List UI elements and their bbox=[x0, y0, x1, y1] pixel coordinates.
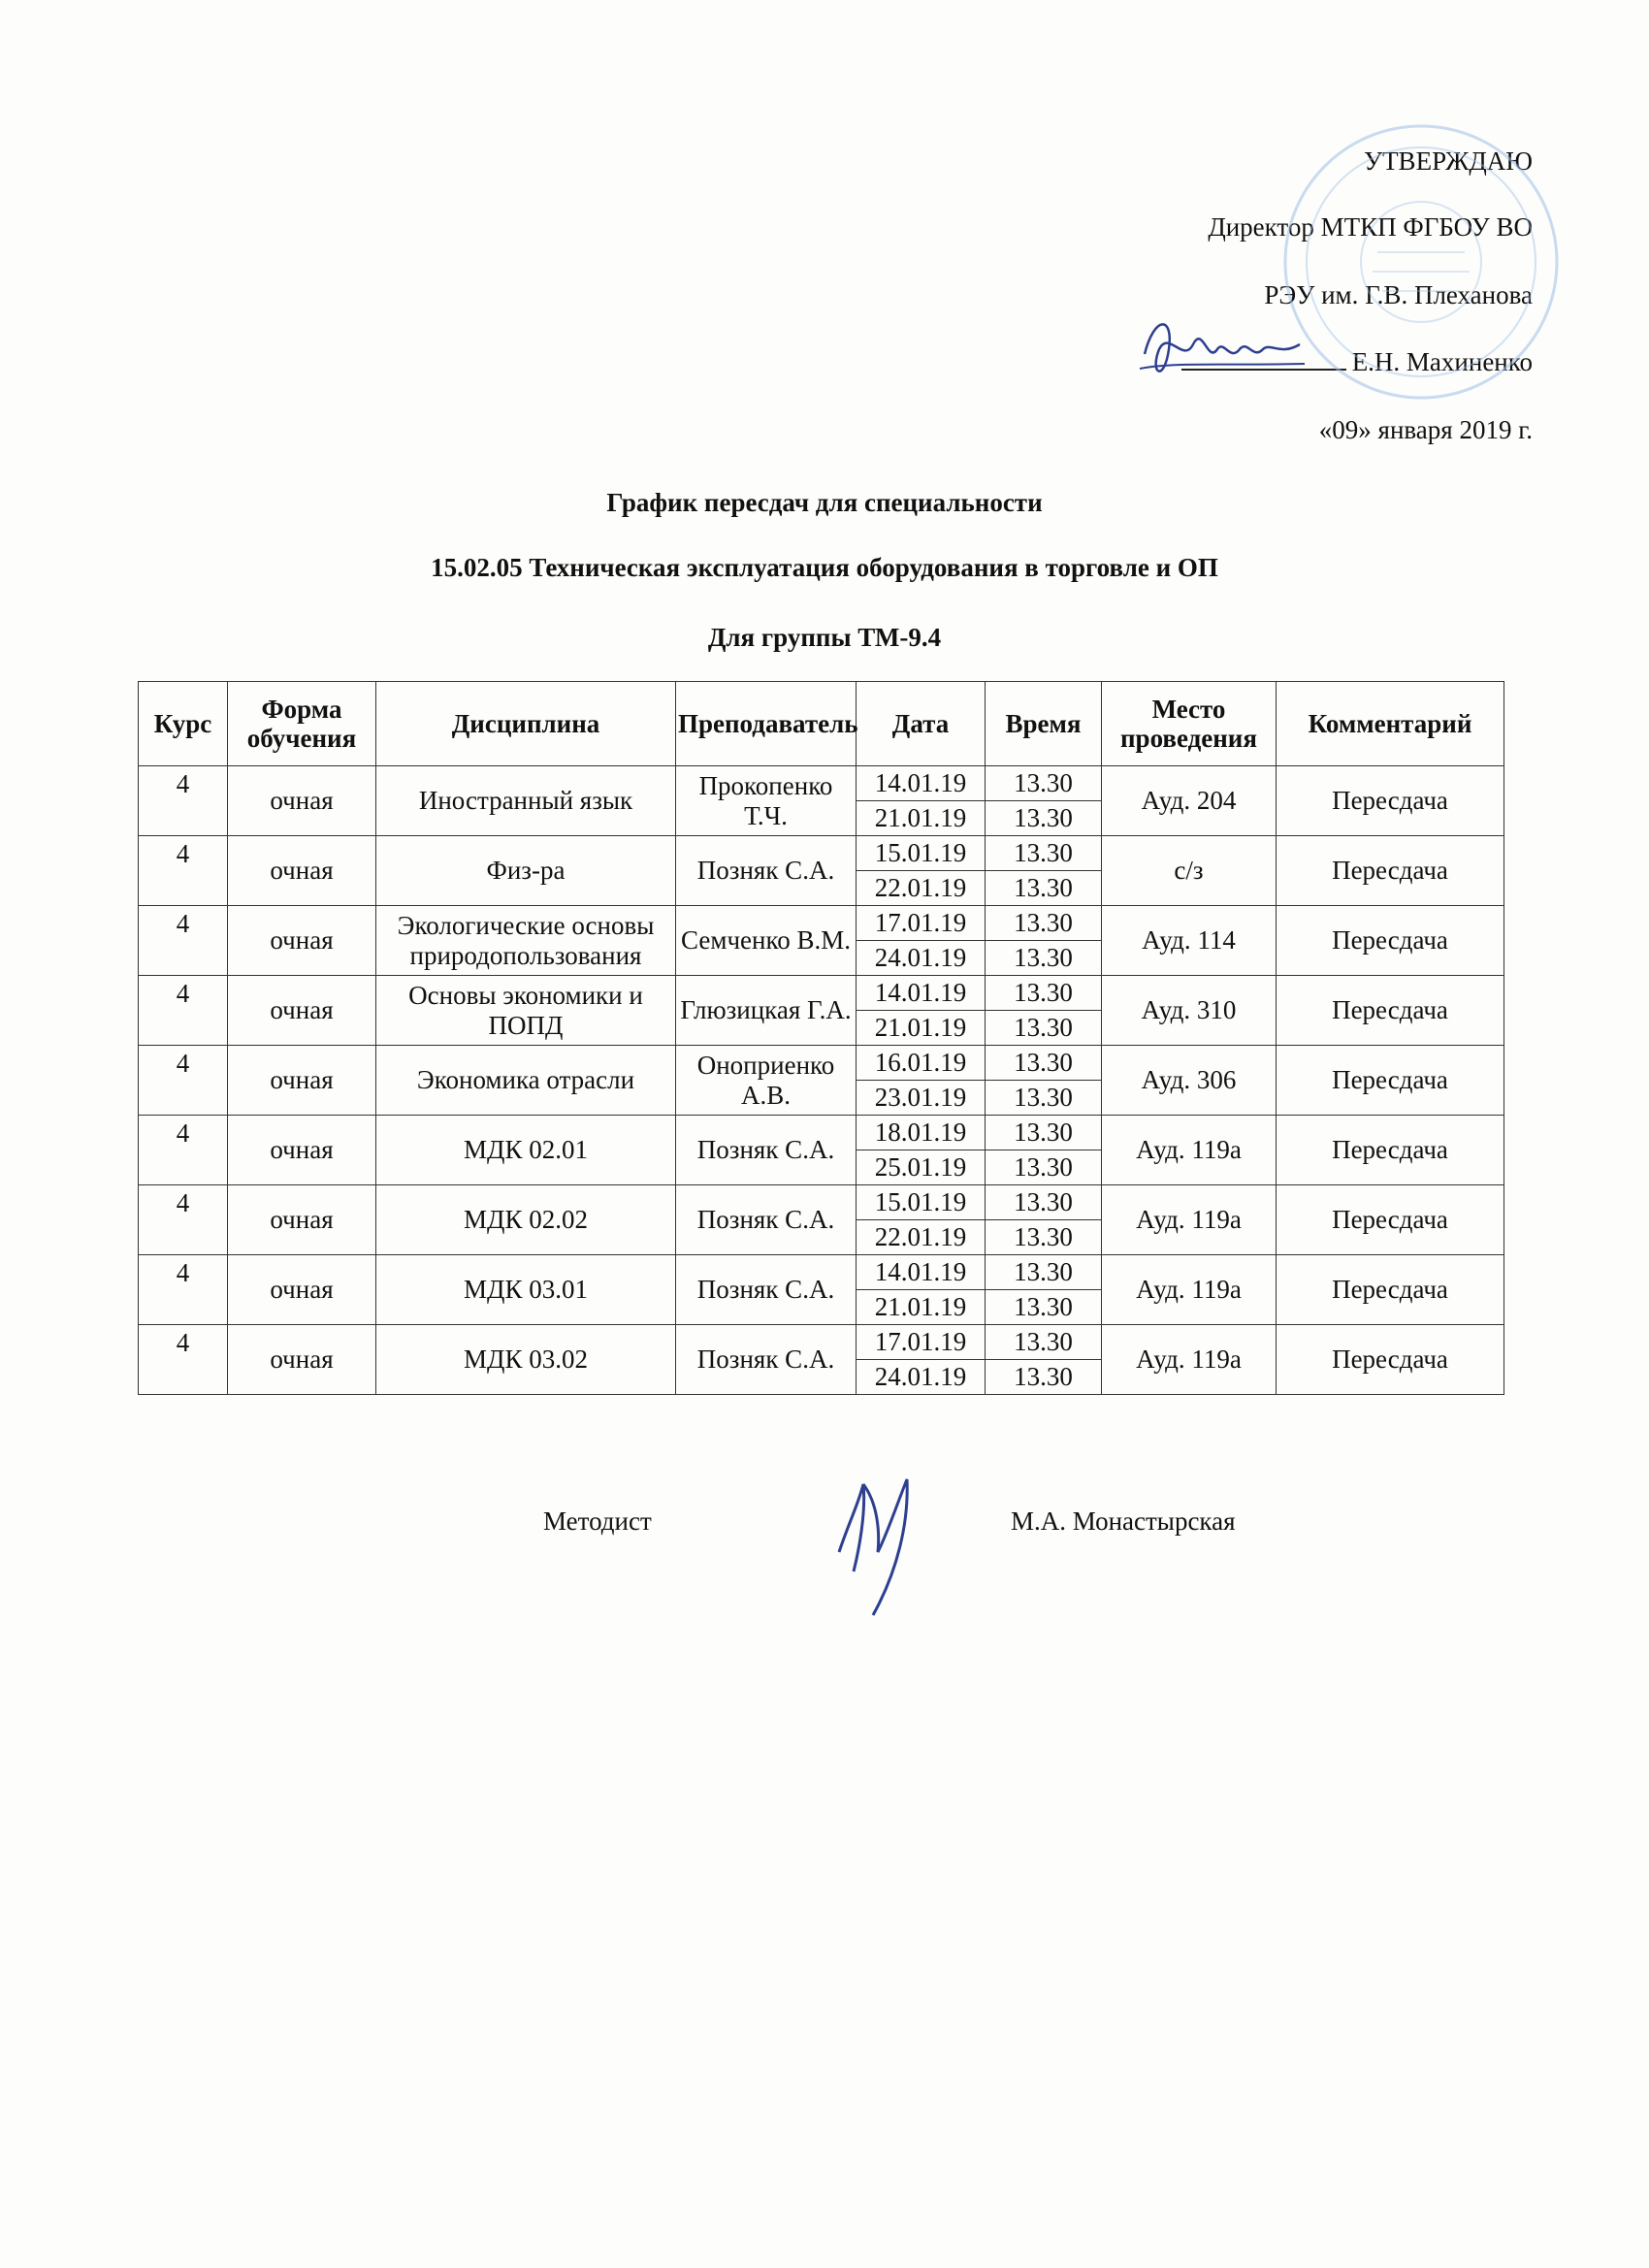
cell-course: 4 bbox=[139, 1325, 228, 1395]
cell-date-first: 16.01.19 bbox=[857, 1046, 986, 1081]
cell-course: 4 bbox=[139, 906, 228, 976]
cell-comment: Пересдача bbox=[1277, 1325, 1504, 1395]
cell-teacher: Позняк С.А. bbox=[676, 836, 857, 906]
table-row bbox=[139, 976, 1504, 1011]
approval-title: УТВЕРЖДАЮ bbox=[1363, 146, 1533, 176]
approval-organization: РЭУ им. Г.В. Плеханова bbox=[1264, 280, 1533, 309]
cell-discipline: Физ-ра bbox=[376, 836, 676, 906]
header-discipline: Дисциплина bbox=[376, 682, 676, 766]
table-row bbox=[139, 836, 1504, 871]
director-signature bbox=[1135, 296, 1310, 403]
cell-form: очная bbox=[228, 1185, 376, 1255]
footer-name: М.А. Монастырская bbox=[1011, 1507, 1236, 1536]
cell-date-second: 21.01.19 bbox=[857, 1290, 986, 1325]
cell-time-first: 13.30 bbox=[986, 1255, 1102, 1290]
cell-date-second: 21.01.19 bbox=[857, 1011, 986, 1046]
cell-place: Ауд. 306 bbox=[1102, 1046, 1277, 1116]
cell-comment: Пересдача bbox=[1277, 976, 1504, 1046]
cell-date-second: 21.01.19 bbox=[857, 801, 986, 836]
cell-teacher: Позняк С.А. bbox=[676, 1116, 857, 1185]
cell-discipline: Экологические основы природопользования bbox=[376, 906, 676, 976]
cell-comment: Пересдача bbox=[1277, 906, 1504, 976]
cell-teacher: Глюзицкая Г.А. bbox=[676, 976, 857, 1046]
cell-comment: Пересдача bbox=[1277, 1116, 1504, 1185]
cell-date-first: 17.01.19 bbox=[857, 906, 986, 941]
cell-discipline: МДК 02.02 bbox=[376, 1185, 676, 1255]
cell-discipline: Экономика отрасли bbox=[376, 1046, 676, 1116]
header-time: Время bbox=[986, 682, 1102, 766]
cell-date-second: 24.01.19 bbox=[857, 1360, 986, 1395]
table-row bbox=[139, 1255, 1504, 1290]
cell-comment: Пересдача bbox=[1277, 766, 1504, 836]
cell-date-first: 17.01.19 bbox=[857, 1325, 986, 1360]
cell-date-first: 15.01.19 bbox=[857, 836, 986, 871]
cell-comment: Пересдача bbox=[1277, 836, 1504, 906]
cell-discipline: Основы экономики и ПОПД bbox=[376, 976, 676, 1046]
header-place: Место проведения bbox=[1102, 682, 1277, 766]
cell-form: очная bbox=[228, 1116, 376, 1185]
cell-place: Ауд. 119а bbox=[1102, 1116, 1277, 1185]
header-form: Форма обучения bbox=[228, 682, 376, 766]
header-course: Курс bbox=[139, 682, 228, 766]
cell-form: очная bbox=[228, 766, 376, 836]
table-row bbox=[139, 1046, 1504, 1081]
cell-teacher: Прокопенко Т.Ч. bbox=[676, 766, 857, 836]
approval-date: «09» января 2019 г. bbox=[1318, 415, 1533, 444]
cell-form: очная bbox=[228, 976, 376, 1046]
cell-time-second: 13.30 bbox=[986, 1150, 1102, 1185]
cell-course: 4 bbox=[139, 1255, 228, 1325]
cell-time-first: 13.30 bbox=[986, 1185, 1102, 1220]
cell-comment: Пересдача bbox=[1277, 1185, 1504, 1255]
cell-place: Ауд. 119а bbox=[1102, 1325, 1277, 1395]
cell-time-second: 13.30 bbox=[986, 1011, 1102, 1046]
table-row bbox=[139, 1116, 1504, 1150]
cell-time-first: 13.30 bbox=[986, 1116, 1102, 1150]
cell-time-first: 13.30 bbox=[986, 1325, 1102, 1360]
cell-time-first: 13.30 bbox=[986, 906, 1102, 941]
cell-date-first: 14.01.19 bbox=[857, 1255, 986, 1290]
cell-date-first: 14.01.19 bbox=[857, 766, 986, 801]
cell-place: Ауд. 204 bbox=[1102, 766, 1277, 836]
cell-teacher: Позняк С.А. bbox=[676, 1255, 857, 1325]
cell-place: Ауд. 114 bbox=[1102, 906, 1277, 976]
cell-place: Ауд. 119а bbox=[1102, 1255, 1277, 1325]
cell-date-first: 14.01.19 bbox=[857, 976, 986, 1011]
cell-teacher: Оноприенко А.В. bbox=[676, 1046, 857, 1116]
table-row bbox=[139, 1325, 1504, 1360]
cell-teacher: Позняк С.А. bbox=[676, 1185, 857, 1255]
cell-course: 4 bbox=[139, 1046, 228, 1116]
cell-time-second: 13.30 bbox=[986, 1220, 1102, 1255]
footer-role: Методист bbox=[543, 1507, 652, 1536]
cell-comment: Пересдача bbox=[1277, 1255, 1504, 1325]
cell-form: очная bbox=[228, 1046, 376, 1116]
header-teacher: Преподаватель bbox=[676, 682, 857, 766]
cell-discipline: МДК 02.01 bbox=[376, 1116, 676, 1185]
cell-time-second: 13.30 bbox=[986, 1081, 1102, 1116]
cell-place: с/з bbox=[1102, 836, 1277, 906]
retake-schedule-table bbox=[138, 681, 1504, 1395]
table-row bbox=[139, 766, 1504, 801]
cell-place: Ауд. 310 bbox=[1102, 976, 1277, 1046]
cell-date-first: 18.01.19 bbox=[857, 1116, 986, 1150]
cell-discipline: Иностранный язык bbox=[376, 766, 676, 836]
table-header-row bbox=[139, 682, 1504, 766]
approval-signatory: Е.Н. Махиненко bbox=[1351, 347, 1533, 376]
group-title: Для группы ТМ-9.4 bbox=[707, 623, 942, 652]
cell-time-first: 13.30 bbox=[986, 976, 1102, 1011]
cell-course: 4 bbox=[139, 766, 228, 836]
cell-discipline: МДК 03.02 bbox=[376, 1325, 676, 1395]
cell-discipline: МДК 03.01 bbox=[376, 1255, 676, 1325]
cell-date-first: 15.01.19 bbox=[857, 1185, 986, 1220]
cell-time-first: 13.30 bbox=[986, 836, 1102, 871]
cell-time-second: 13.30 bbox=[986, 1360, 1102, 1395]
cell-date-second: 24.01.19 bbox=[857, 941, 986, 976]
header-date: Дата bbox=[857, 682, 986, 766]
cell-time-second: 13.30 bbox=[986, 801, 1102, 836]
cell-course: 4 bbox=[139, 1116, 228, 1185]
cell-date-second: 22.01.19 bbox=[857, 871, 986, 906]
cell-time-second: 13.30 bbox=[986, 871, 1102, 906]
cell-form: очная bbox=[228, 1255, 376, 1325]
approval-position: Директор МТКП ФГБОУ ВО bbox=[1208, 212, 1533, 242]
cell-date-second: 23.01.19 bbox=[857, 1081, 986, 1116]
cell-time-first: 13.30 bbox=[986, 766, 1102, 801]
cell-form: очная bbox=[228, 1325, 376, 1395]
methodist-signature bbox=[820, 1465, 946, 1630]
cell-course: 4 bbox=[139, 836, 228, 906]
cell-date-second: 25.01.19 bbox=[857, 1150, 986, 1185]
cell-date-second: 22.01.19 bbox=[857, 1220, 986, 1255]
cell-teacher: Семченко В.М. bbox=[676, 906, 857, 976]
table-row bbox=[139, 906, 1504, 941]
cell-time-second: 13.30 bbox=[986, 941, 1102, 976]
cell-course: 4 bbox=[139, 1185, 228, 1255]
table-row bbox=[139, 1185, 1504, 1220]
header-comment: Комментарий bbox=[1277, 682, 1504, 766]
cell-place: Ауд. 119а bbox=[1102, 1185, 1277, 1255]
cell-time-second: 13.30 bbox=[986, 1290, 1102, 1325]
cell-comment: Пересдача bbox=[1277, 1046, 1504, 1116]
cell-teacher: Позняк С.А. bbox=[676, 1325, 857, 1395]
cell-time-first: 13.30 bbox=[986, 1046, 1102, 1081]
cell-form: очная bbox=[228, 906, 376, 976]
document-title: График пересдач для специальности bbox=[606, 488, 1043, 517]
specialty-title: 15.02.05 Техническая эксплуатация оборудования в торговле и ОП bbox=[431, 553, 1218, 582]
cell-course: 4 bbox=[139, 976, 228, 1046]
cell-form: очная bbox=[228, 836, 376, 906]
